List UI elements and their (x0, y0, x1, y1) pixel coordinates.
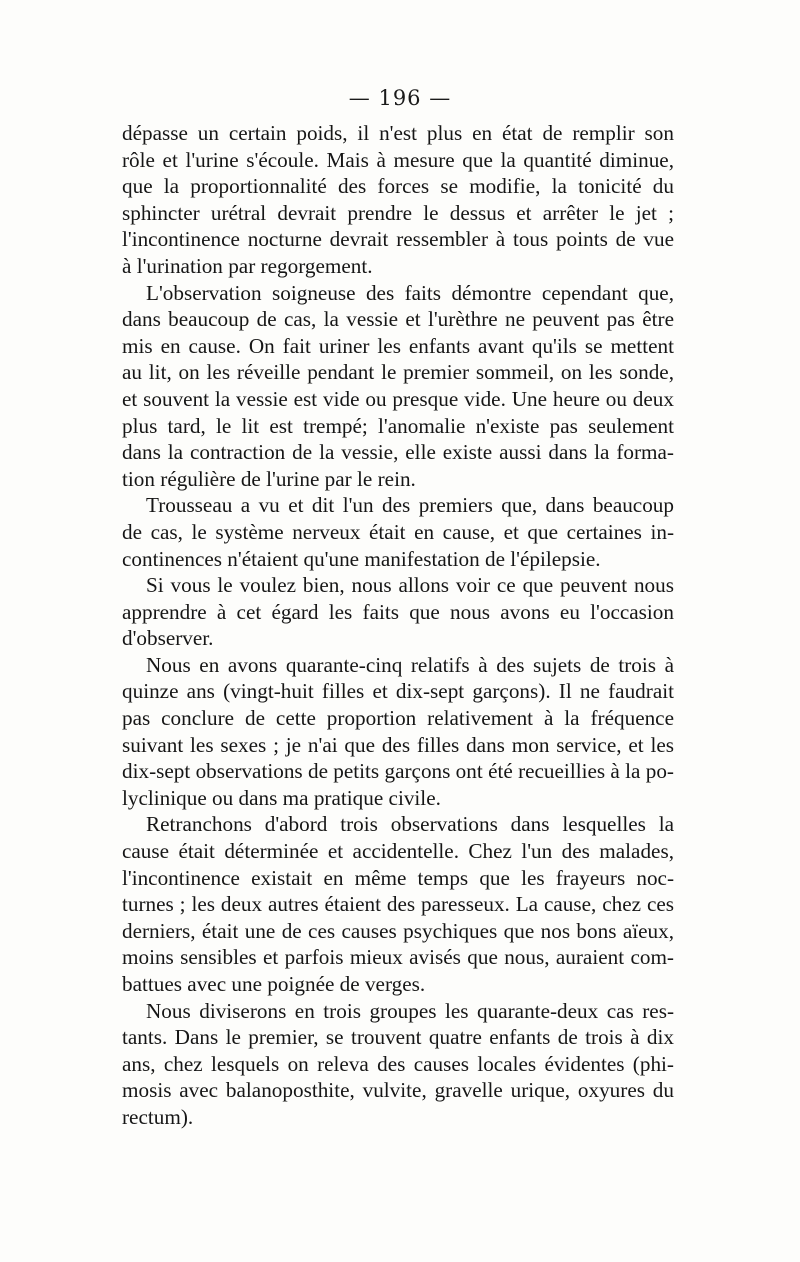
text-line: quinze ans (vingt-huit filles et dix-sept garçons). Il ne faudrait (122, 679, 674, 704)
text-line: rôle et l'urine s'écoule. Mais à mesure que la quantité diminue, (122, 147, 674, 172)
text-line: battues avec une poignée de verges. (122, 972, 426, 996)
text-line: tion régulière de l'urine par le rein. (122, 466, 416, 491)
text-line: Nous en avons quarante-cinq relatifs à des sujets de trois à (146, 652, 674, 677)
body-text (122, 120, 674, 1131)
text-line: continences n'étaient qu'une manifestation de l'épilepsie. (122, 546, 601, 571)
text-line: mis en cause. On fait uriner les enfants avant qu'ils se mettent (122, 333, 674, 358)
text-line: cause était déterminée et accidentelle. Chez l'un des malades, (122, 839, 674, 864)
text-line: à l'urination par regorgement. (122, 253, 373, 278)
text-line: sphincter urétral devrait prendre le dessus et arrêter le jet ; (122, 200, 674, 225)
text-line: et souvent la vessie est vide ou presque vide. Une heure ou deux (122, 386, 674, 411)
text-line: mosis avec balanoposthite, vulvite, gravelle urique, oxyures du (122, 1078, 674, 1103)
text-line: l'incontinence existait en même temps que les frayeurs noc- (122, 865, 674, 890)
text-line: tants. Dans le premier, se trouvent quatre enfants de trois à dix (122, 1025, 674, 1050)
text-line: ans, chez lesquels on releva des causes locales évidentes (phi- (122, 1051, 674, 1076)
text-line: dans la contraction de la vessie, elle existe aussi dans la forma- (122, 440, 674, 465)
text-line: que la proportionnalité des forces se modifie, la tonicité du (122, 174, 674, 199)
text-line: plus tard, le lit est trempé; l'anomalie n'existe pas seulement (122, 413, 674, 438)
text-line: Si vous le voulez bien, nous allons voir ce que peuvent nous (146, 573, 674, 598)
text-line: turnes ; les deux autres étaient des paresseux. La cause, chez ces (122, 892, 674, 917)
text-line: L'observation soigneuse des faits démontre cependant que, (146, 280, 674, 305)
text-line: rectum). (122, 1104, 194, 1129)
text-line: dans beaucoup de cas, la vessie et l'urèthre ne peuvent pas être (122, 307, 674, 332)
text-line: dépasse un certain poids, il n'est plus en état de remplir son (122, 121, 674, 145)
text-line: Nous diviserons en trois groupes les quarante-deux cas res- (146, 998, 674, 1023)
text-line: l'incontinence nocturne devrait ressembler à tous points de vue (122, 227, 674, 252)
text-line: dix-sept observations de petits garçons ont été recueillies à la po- (122, 759, 674, 784)
text-line: lyclinique ou dans ma pratique civile. (122, 785, 441, 810)
text-line: de cas, le système nerveux était en cause, et que certaines in- (122, 519, 674, 544)
text-line: derniers, était une de ces causes psychiques que nos bons aïeux, (122, 918, 674, 943)
text-line: Trousseau a vu et dit l'un des premiers que, dans beaucoup (146, 493, 674, 518)
text-line: apprendre à cet égard les faits que nous avons eu l'occasion (122, 599, 674, 624)
text-line: au lit, on les réveille pendant le premier sommeil, on les sonde, (122, 360, 674, 385)
text-line: moins sensibles et parfois mieux avisés que nous, auraient com- (122, 945, 674, 970)
text-line: d'observer. (122, 626, 214, 651)
text-line: pas conclure de cette proportion relativement à la fréquence (122, 706, 674, 731)
text-line: Retranchons d'abord trois observations dans lesquelles la (146, 812, 674, 837)
page-number: — 196 — (348, 86, 452, 110)
text-line: suivant les sexes ; je n'ai que des filles dans mon service, et les (122, 732, 674, 757)
